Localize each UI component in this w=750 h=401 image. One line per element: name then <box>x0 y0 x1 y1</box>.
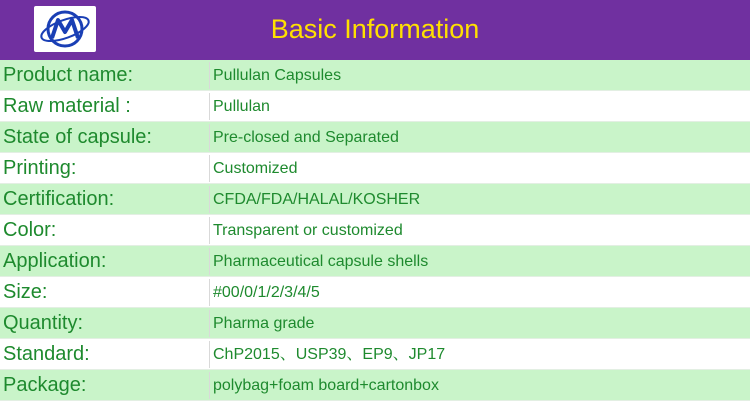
column-divider <box>209 310 210 337</box>
row-value: Pharmaceutical capsule shells <box>213 253 429 270</box>
row-value: #00/0/1/2/3/4/5 <box>213 284 320 301</box>
row-label: Size: <box>3 281 48 303</box>
row-value: Customized <box>213 160 298 177</box>
table-row <box>0 60 750 91</box>
table-row <box>0 215 750 246</box>
column-divider <box>209 124 210 151</box>
table-row <box>0 184 750 215</box>
row-label: Certification: <box>3 188 115 210</box>
table-row <box>0 277 750 308</box>
row-value: Pharma grade <box>213 315 315 332</box>
table-row <box>0 122 750 153</box>
row-value: Pullulan <box>213 98 270 115</box>
table-row <box>0 339 750 370</box>
table-row <box>0 153 750 184</box>
row-label: Color: <box>3 219 57 241</box>
row-value: Transparent or customized <box>213 222 403 239</box>
column-divider <box>209 155 210 182</box>
column-divider <box>209 217 210 244</box>
row-value: ChP2015、USP39、EP9、JP17 <box>213 346 446 363</box>
column-divider <box>209 62 210 89</box>
row-label: Standard: <box>3 343 90 365</box>
column-divider <box>209 341 210 368</box>
row-value: CFDA/FDA/HALAL/KOSHER <box>213 191 421 208</box>
header-bar <box>0 0 750 60</box>
row-label: Raw material : <box>3 95 131 117</box>
table-row <box>0 370 750 401</box>
row-label: Quantity: <box>3 312 84 334</box>
table-row <box>0 308 750 339</box>
column-divider <box>209 186 210 213</box>
info-table <box>0 60 750 401</box>
row-value: Pre-closed and Separated <box>213 129 399 146</box>
page-title: Basic Information <box>270 14 480 44</box>
column-divider <box>209 248 210 275</box>
row-label: State of capsule: <box>3 126 152 148</box>
row-value: Pullulan Capsules <box>213 67 342 84</box>
column-divider <box>209 279 210 306</box>
row-label: Application: <box>3 250 107 272</box>
column-divider <box>209 93 210 120</box>
column-divider <box>209 372 210 399</box>
row-label: Package: <box>3 374 87 396</box>
table-row <box>0 246 750 277</box>
row-label: Product name: <box>3 64 134 86</box>
table-row <box>0 91 750 122</box>
row-label: Printing: <box>3 157 77 179</box>
row-value: polybag+foam board+cartonbox <box>213 377 439 394</box>
